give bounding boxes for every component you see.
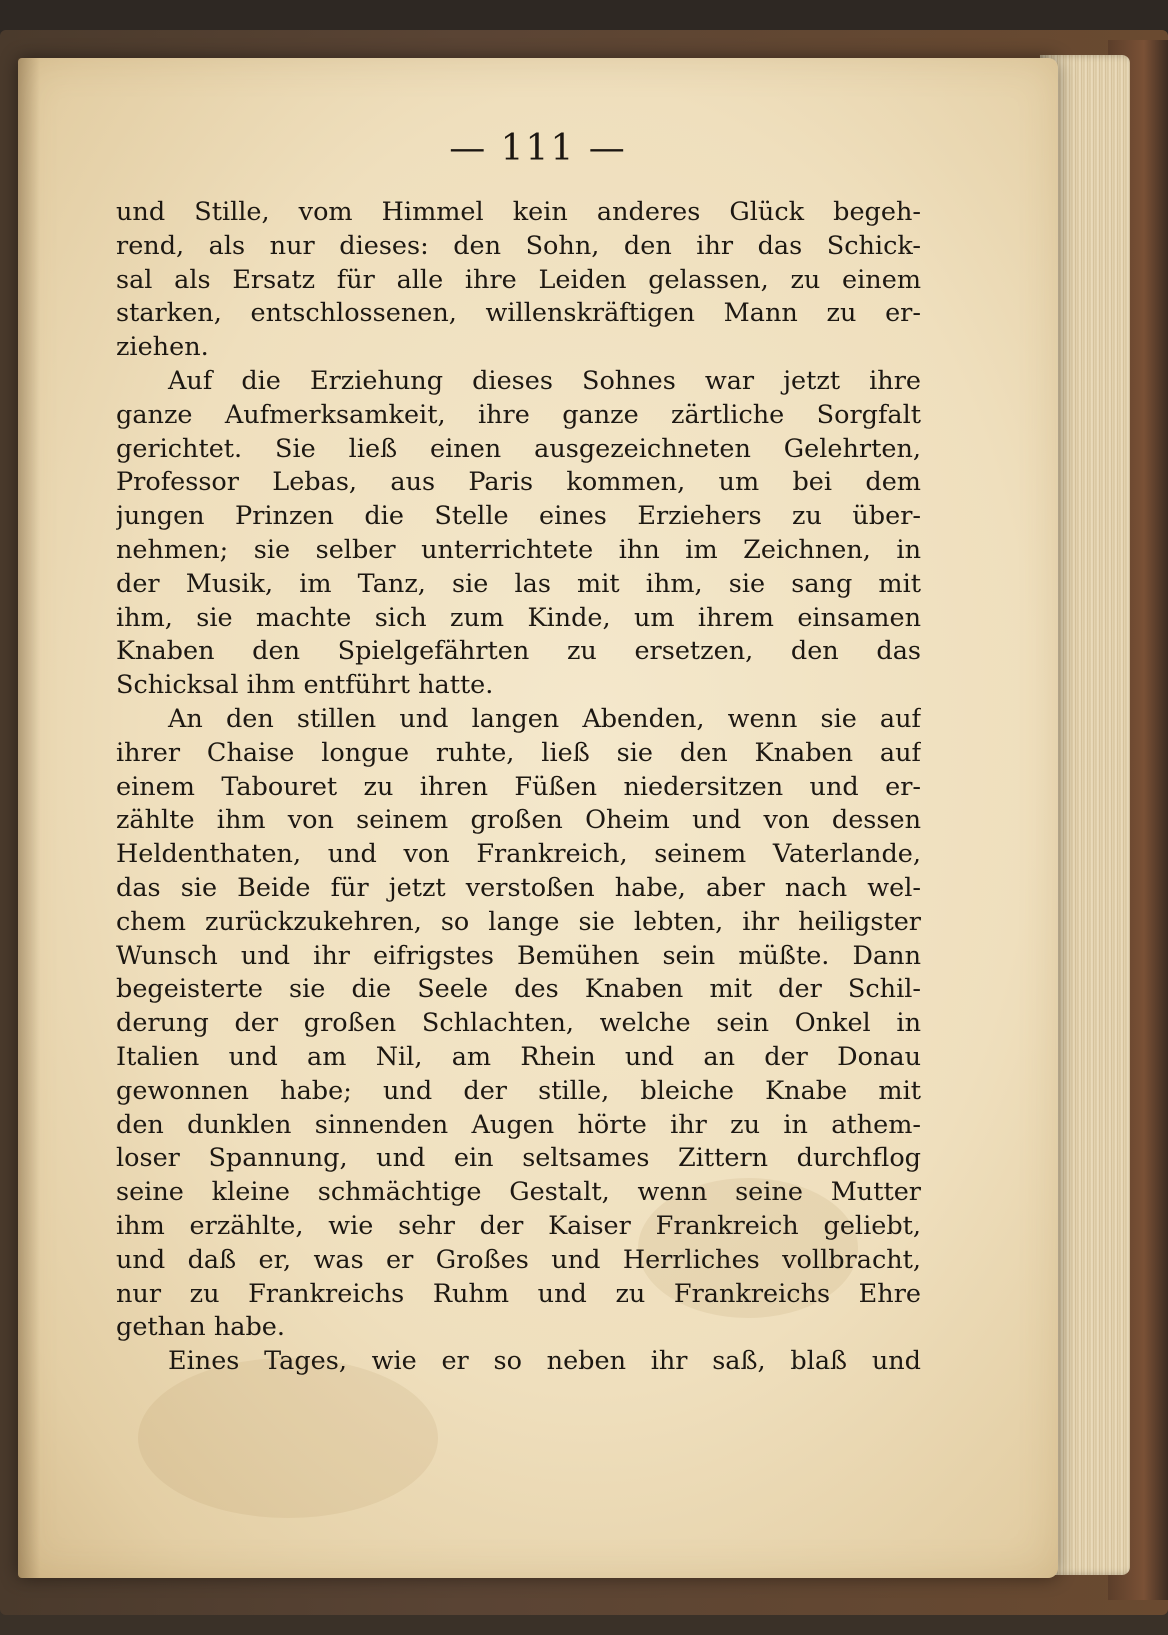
text-line: gewonnen habe; und der stille, bleiche Knabe mit xyxy=(116,1075,921,1106)
text-line: zählte ihm von seinem großen Oheim und von dessen xyxy=(116,805,921,836)
text-line: das sie Beide für jetzt verstoßen habe, aber nach wel- xyxy=(116,872,921,903)
paper-stain xyxy=(138,1358,438,1518)
text-line: Auf die Erziehung dieses Sohnes war jetzt ihre xyxy=(168,365,921,396)
text-line: ihm, sie machte sich zum Kinde, um ihrem einsamen xyxy=(116,602,921,633)
text-line: Knaben den Spielgefährten zu ersetzen, den das xyxy=(116,636,921,667)
text-line: sal als Ersatz für alle ihre Leiden gelassen, zu einem xyxy=(116,264,921,295)
text-line: Italien und am Nil, am Rhein und an der Donau xyxy=(116,1041,921,1072)
body-text xyxy=(116,196,921,1379)
text-line: nur zu Frankreichs Ruhm und zu Frankreichs Ehre xyxy=(116,1278,921,1309)
text-line: Professor Lebas, aus Paris kommen, um bei dem xyxy=(116,467,921,498)
text-line: loser Spannung, und ein seltsames Zittern durchflog xyxy=(116,1143,921,1174)
text-line: seine kleine schmächtige Gestalt, wenn seine Mutter xyxy=(116,1177,921,1208)
text-line: begeisterte sie die Seele des Knaben mit der Schil- xyxy=(116,974,921,1005)
text-line: und daß er, was er Großes und Herrliches vollbracht, xyxy=(116,1244,921,1275)
text-line: ziehen. xyxy=(116,332,209,363)
text-line: Eines Tages, wie er so neben ihr saß, blaß und xyxy=(168,1346,921,1377)
book-page xyxy=(18,58,1058,1578)
text-line: Schicksal ihm entführt hatte. xyxy=(116,670,494,701)
text-line: derung der großen Schlachten, welche sein Onkel in xyxy=(116,1008,921,1039)
page-number: — 111 — xyxy=(449,128,627,169)
text-line: starken, entschlossenen, willenskräftigen Mann zu er- xyxy=(116,298,921,329)
text-line: jungen Prinzen die Stelle eines Erziehers zu über- xyxy=(116,501,921,532)
text-line: ihrer Chaise longue ruhte, ließ sie den Knaben auf xyxy=(116,737,921,768)
text-line: rend, als nur dieses: den Sohn, den ihr das Schick- xyxy=(116,230,921,261)
text-line: den dunklen sinnenden Augen hörte ihr zu in athem- xyxy=(116,1109,921,1140)
text-line: gerichtet. Sie ließ einen ausgezeichneten Gelehrten, xyxy=(116,433,921,464)
text-line: einem Tabouret zu ihren Füßen niedersitzen und er- xyxy=(116,771,921,802)
text-line: Heldenthaten, und von Frankreich, seinem Vaterlande, xyxy=(116,839,921,870)
text-line: chem zurückzukehren, so lange sie lebten, ihr heiligster xyxy=(116,906,921,937)
text-line: Wunsch und ihr eifrigstes Bemühen sein müßte. Dann xyxy=(116,940,921,971)
text-line: An den stillen und langen Abenden, wenn sie auf xyxy=(168,703,921,734)
text-line: ihm erzählte, wie sehr der Kaiser Frankreich geliebt, xyxy=(116,1210,921,1241)
text-line: ganze Aufmerksamkeit, ihre ganze zärtliche Sorgfalt xyxy=(116,399,921,430)
text-line: und Stille, vom Himmel kein anderes Glück begeh- xyxy=(116,197,921,227)
text-line: gethan habe. xyxy=(116,1312,285,1343)
page-gutter-shadow xyxy=(18,58,40,1578)
text-line: der Musik, im Tanz, sie las mit ihm, sie sang mit xyxy=(116,568,921,599)
text-line: nehmen; sie selber unterrichtete ihn im Zeichnen, in xyxy=(116,534,921,565)
